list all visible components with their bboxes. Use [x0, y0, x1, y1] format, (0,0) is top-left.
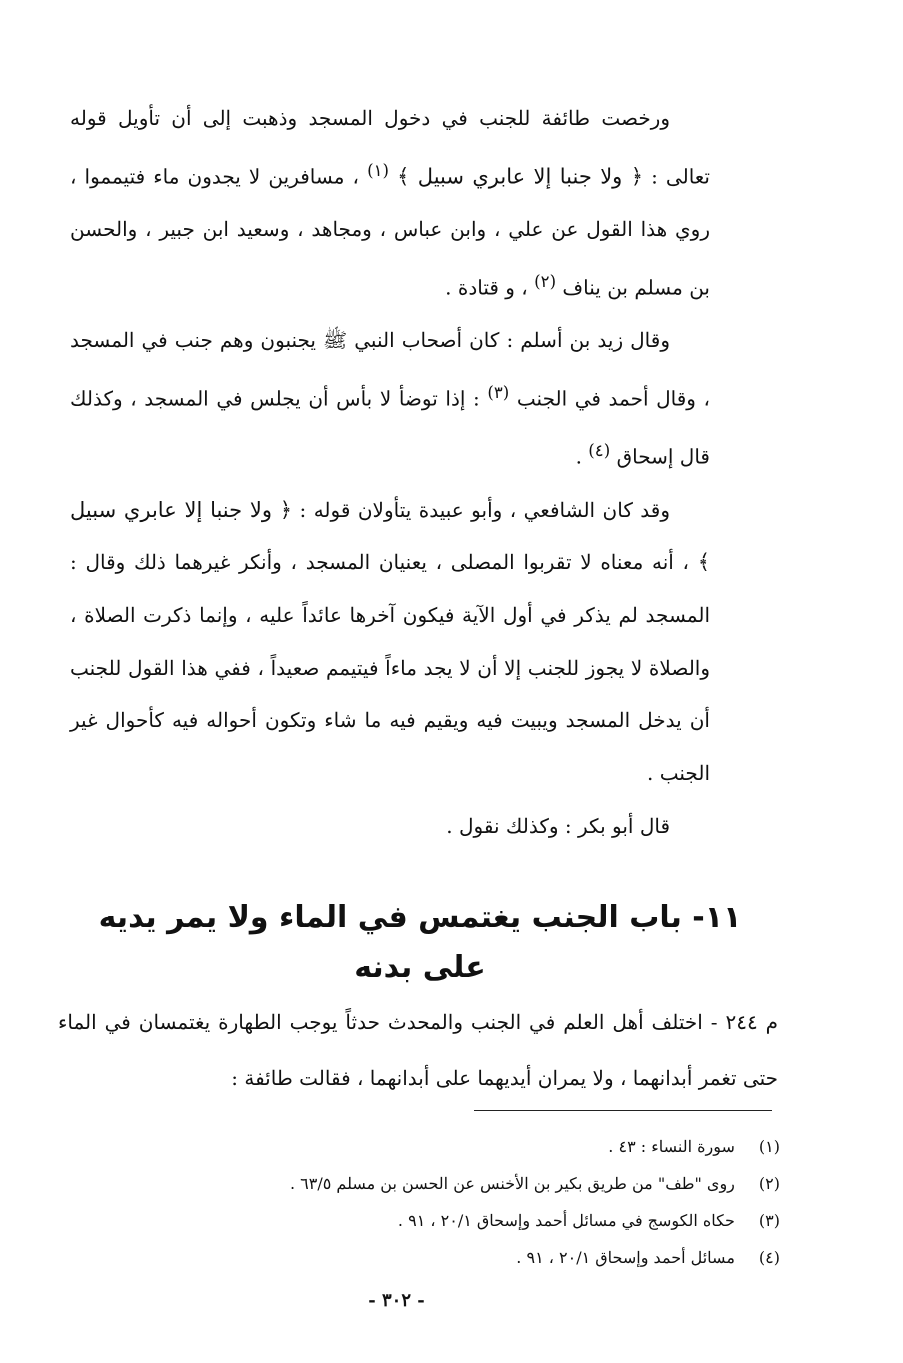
footnote-4 — [230, 1239, 780, 1276]
footnote-text: سورة النساء : ٤٣ . — [608, 1137, 735, 1156]
paragraph-2-text: وقال زيد بن أسلم : كان أصحاب النبي ﷺ يجنبون وهم جنب في المسجد ، وقال أحمد في الجنب — [70, 328, 710, 411]
paragraph-1-text: ورخصت طائفة للجنب في دخول المسجد وذهبت إلى أن تأويل قوله تعالى : — [70, 106, 710, 189]
paragraph-3 — [70, 484, 710, 800]
paragraph-3-text: وقد كان الشافعي ، وأبو عبيدة يتأولان قوله : — [299, 497, 671, 522]
footnote-number: (١) — [758, 1137, 780, 1156]
section-text — [58, 994, 778, 1106]
paragraph-4-text: قال أبو بكر : وكذلك نقول . — [446, 813, 670, 838]
footnote-ref-3: (٣) — [487, 382, 510, 402]
footnote-3 — [230, 1202, 780, 1239]
chapter-heading: ١١- باب الجنب يغتمس في الماء ولا يمر يديه على بدنه — [98, 900, 742, 985]
section-paragraph: م ٢٤٤ - اختلف أهل العلم في الجنب والمحدث حدثاً يوجب الطهارة يغتمسان في الماء حتى تغمر أبدانهما ، ولا يمران أيديهما على أبدانهما ، فقالت طائفة : — [58, 1010, 778, 1090]
footnote-number: (٤) — [758, 1248, 780, 1267]
footnote-divider — [474, 1110, 772, 1111]
footnotes — [230, 1128, 780, 1276]
footnote-text: مسائل أحمد وإسحاق ٢٠/١ ، ٩١ . — [516, 1248, 735, 1267]
footnote-number: (٣) — [758, 1211, 780, 1230]
page-number: - ٣٠٢ - — [368, 1290, 425, 1311]
paragraph-1-rest: ، مسافرين لا يجدون ماء فتيمموا ، روي هذا القول عن علي ، وابن عباس ، ومجاهد ، وسعيد ابن جبير ، والحسن بن مسلم بن يناف — [70, 164, 710, 300]
main-text — [70, 92, 710, 852]
paragraph-2 — [70, 314, 710, 483]
quran-quote-1: ﴿ ولا جنبا إلا عابري سبيل ﴾ — [397, 164, 644, 189]
paragraph-2-end: . — [575, 444, 582, 469]
footnote-2 — [230, 1165, 780, 1202]
paragraph-1-end: ، و قتادة . — [445, 275, 528, 300]
quran-quote-2: ﴿ ولا جنبا إلا عابري سبيل ﴾ — [70, 497, 710, 575]
footnote-1 — [230, 1128, 780, 1165]
footnote-text: روى "طف" من طريق بكير بن الأخنس عن الحسن بن مسلم ٦٣/٥ . — [290, 1174, 735, 1193]
footnote-ref-2: (٢) — [534, 271, 557, 291]
paragraph-3-rest: ، أنه معناه لا تقربوا المصلى ، يعنيان المسجد ، وأنكر غيرهما ذلك وقال : المسجد لم يذكر في أول الآية فيكون آخرها عائداً عليه ، وإنما ذكرت الصلاة ، والصلاة لا يجوز للجنب إلا أن لا يجد ماءاً فيتيمم صعيداً ، ففي هذا القول للجنب أن يدخل المسجد ويبيت فيه ويقيم فيه ما شاء وتكون أحواله فيه كأحوال غير الجنب . — [70, 550, 710, 786]
footnote-number: (٢) — [758, 1174, 780, 1193]
paragraph-4 — [70, 800, 710, 853]
footnote-ref-4: (٤) — [588, 441, 611, 461]
paragraph-2-rest: : إذا توضأ لا بأس أن يجلس في المسجد ، وكذلك قال إسحاق — [70, 386, 710, 469]
footnote-text: حكاه الكوسج في مسائل أحمد وإسحاق ٢٠/١ ، ٩١ . — [397, 1211, 735, 1230]
footnote-ref-1: (١) — [367, 160, 390, 180]
paragraph-1 — [70, 92, 710, 314]
